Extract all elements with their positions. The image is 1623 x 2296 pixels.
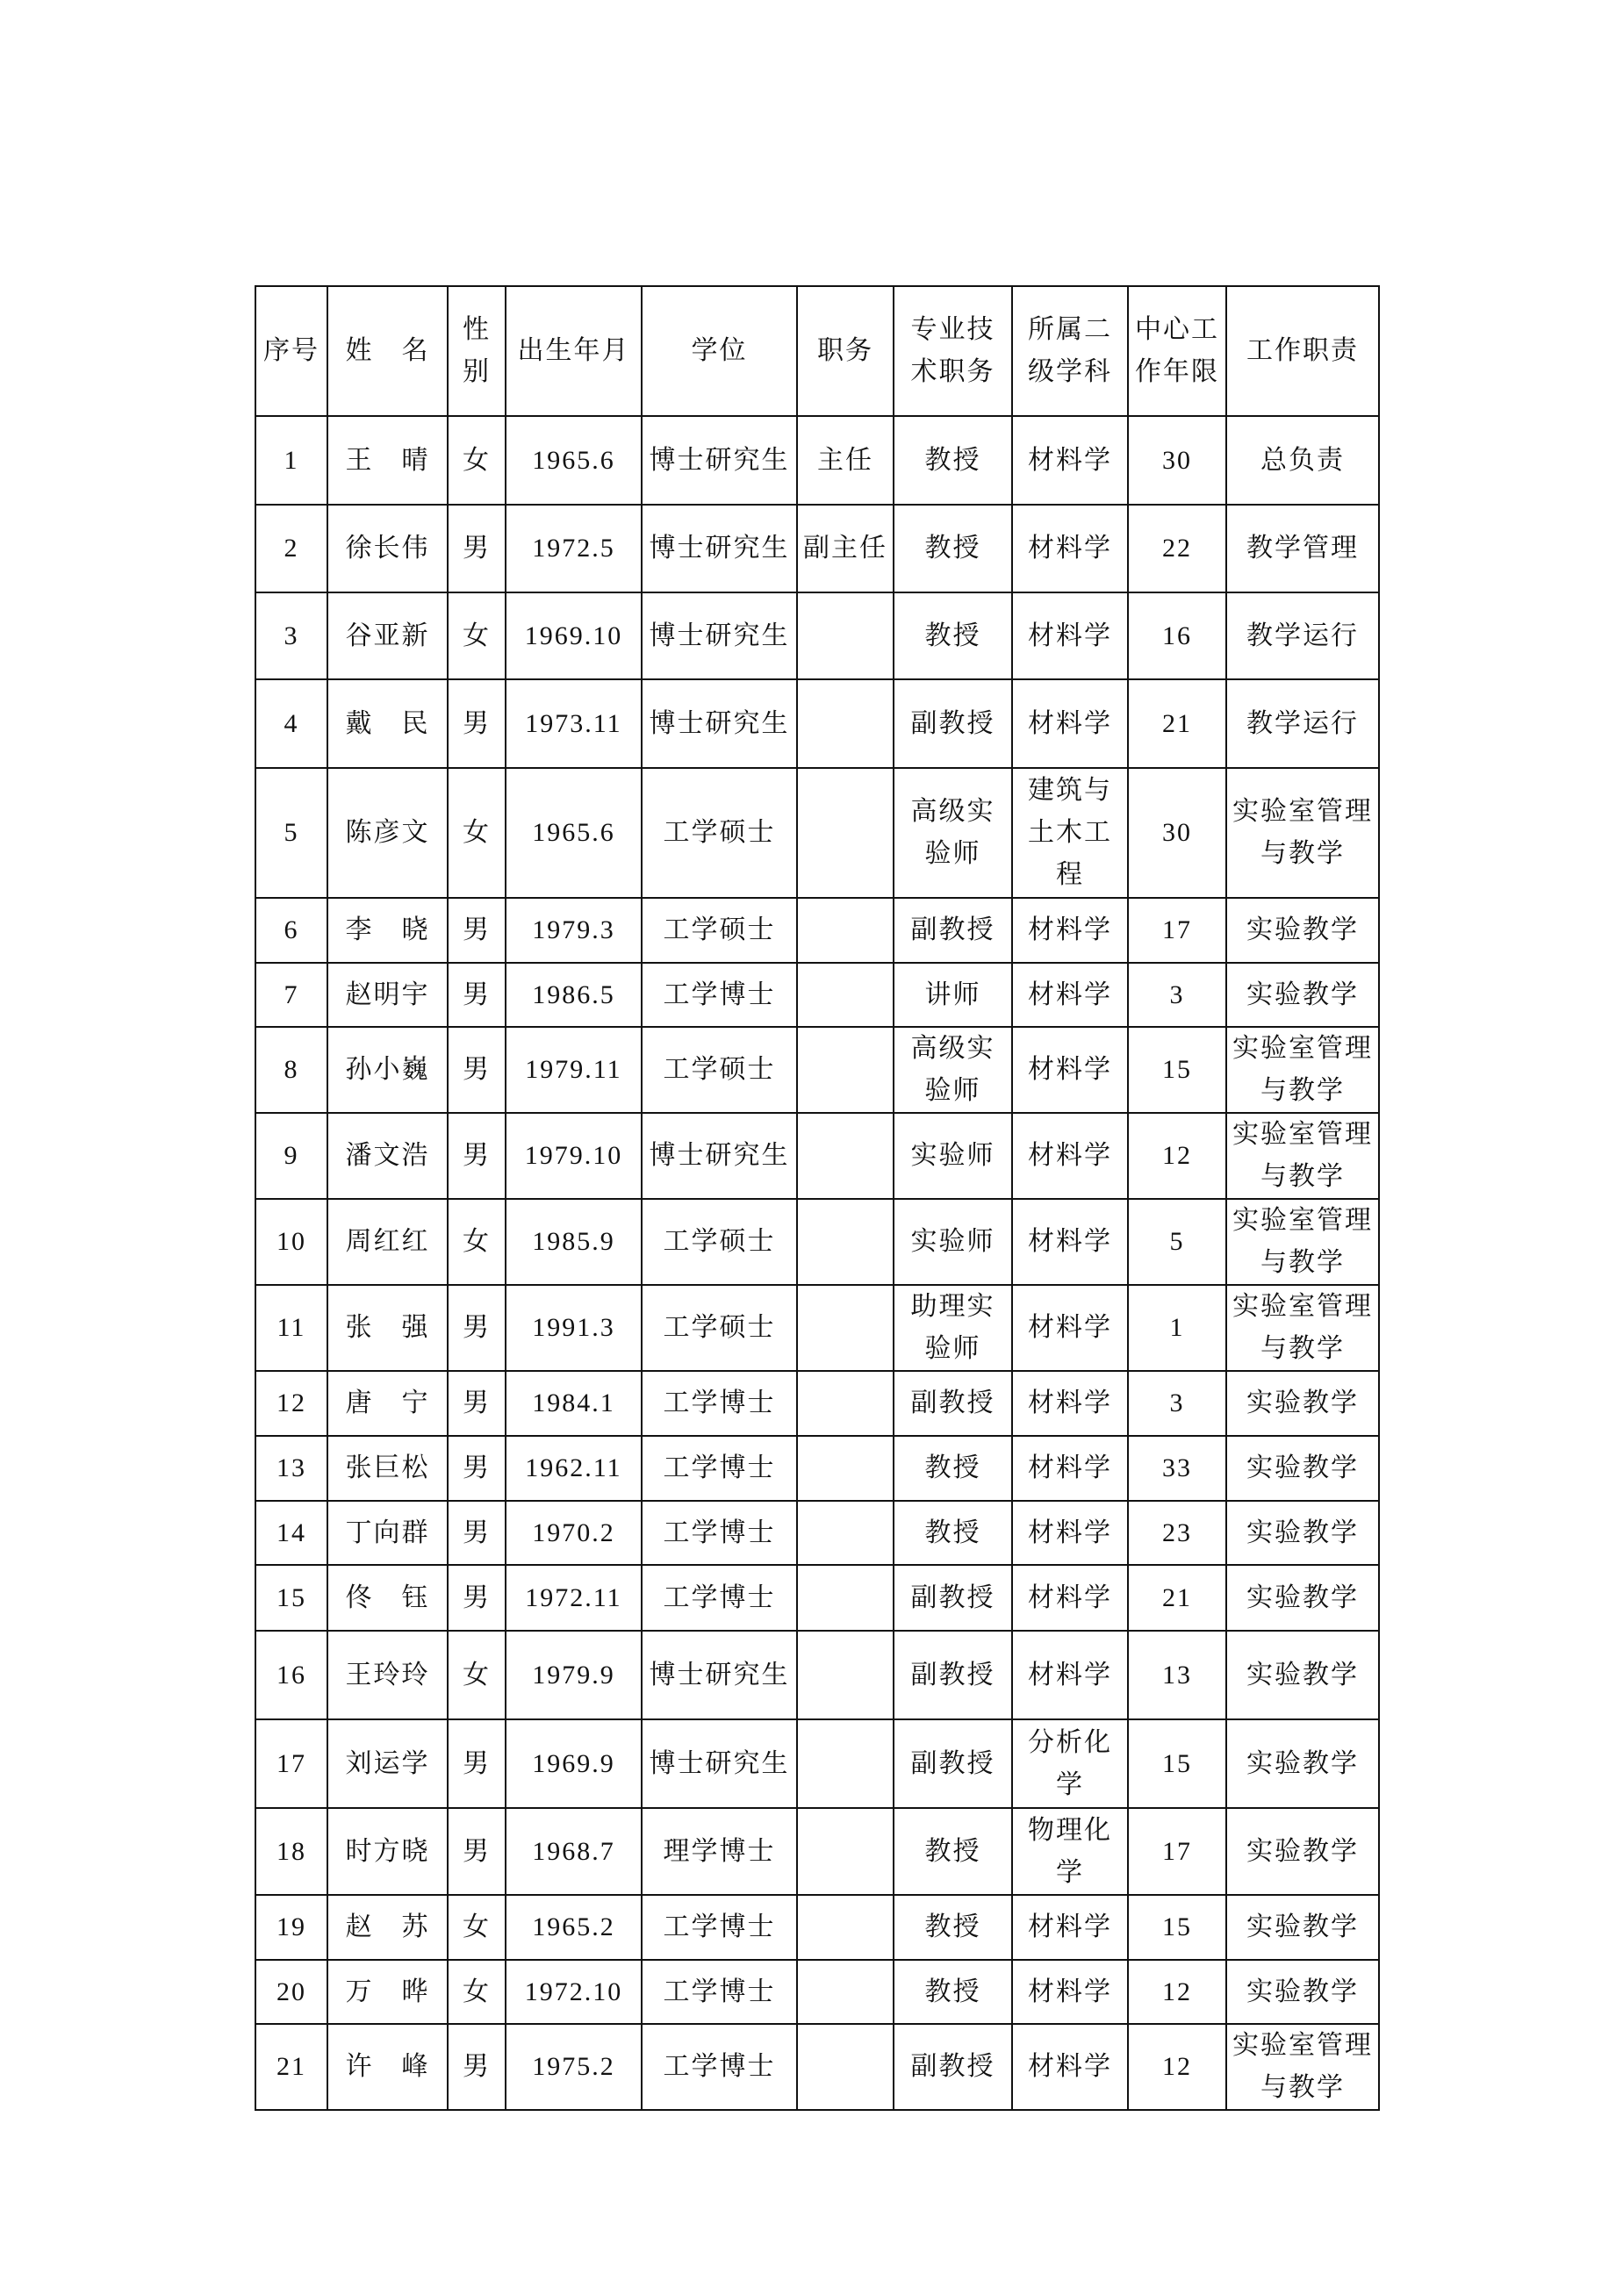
cell-discipline: 材料学: [1012, 1501, 1128, 1565]
header-birth: 出生年月: [506, 286, 642, 416]
cell-years: 12: [1128, 1960, 1226, 2024]
table-row: [255, 1565, 1379, 1631]
cell-years: 23: [1128, 1501, 1226, 1565]
cell-title: 副教授: [894, 1631, 1012, 1719]
header-duty: 工作职责: [1226, 286, 1379, 416]
cell-position: [797, 1199, 894, 1285]
cell-name: 谷亚新: [327, 592, 448, 679]
cell-years: 3: [1128, 963, 1226, 1027]
cell-discipline: 材料学: [1012, 1027, 1128, 1113]
cell-seq: 18: [255, 1808, 327, 1895]
cell-position: [797, 1371, 894, 1436]
cell-name: 徐长伟: [327, 505, 448, 592]
cell-discipline: 材料学: [1012, 963, 1128, 1027]
cell-discipline: 材料学: [1012, 1565, 1128, 1631]
cell-discipline: 材料学: [1012, 1631, 1128, 1719]
cell-years: 15: [1128, 1719, 1226, 1808]
cell-title: 讲师: [894, 963, 1012, 1027]
cell-position: [797, 1113, 894, 1199]
cell-gender: 女: [448, 1895, 506, 1960]
cell-title: 教授: [894, 505, 1012, 592]
cell-title: 副教授: [894, 1719, 1012, 1808]
cell-position: [797, 592, 894, 679]
cell-years: 30: [1128, 768, 1226, 898]
cell-title: 教授: [894, 1436, 1012, 1501]
cell-name: 许 峰: [327, 2024, 448, 2110]
cell-gender: 男: [448, 2024, 506, 2110]
table-row: [255, 1113, 1379, 1199]
cell-name: 佟 钰: [327, 1565, 448, 1631]
cell-position: [797, 1960, 894, 2024]
cell-degree: 博士研究生: [642, 505, 797, 592]
cell-degree: 博士研究生: [642, 1631, 797, 1719]
cell-degree: 工学博士: [642, 1565, 797, 1631]
cell-seq: 4: [255, 679, 327, 768]
cell-birth: 1965.6: [506, 416, 642, 505]
cell-discipline: 材料学: [1012, 1199, 1128, 1285]
cell-duty: 实验教学: [1226, 898, 1379, 963]
table-row: [255, 1808, 1379, 1895]
cell-name: 陈彦文: [327, 768, 448, 898]
cell-years: 12: [1128, 1113, 1226, 1199]
cell-title: 副教授: [894, 1565, 1012, 1631]
cell-seq: 12: [255, 1371, 327, 1436]
cell-seq: 2: [255, 505, 327, 592]
header-position: 职务: [797, 286, 894, 416]
cell-degree: 工学博士: [642, 1436, 797, 1501]
cell-birth: 1975.2: [506, 2024, 642, 2110]
cell-position: 副主任: [797, 505, 894, 592]
header-seq: 序号: [255, 286, 327, 416]
cell-gender: 男: [448, 1436, 506, 1501]
cell-birth: 1965.2: [506, 1895, 642, 1960]
cell-duty: 实验教学: [1226, 1436, 1379, 1501]
cell-seq: 8: [255, 1027, 327, 1113]
cell-position: [797, 1565, 894, 1631]
cell-years: 21: [1128, 679, 1226, 768]
table-row: [255, 2024, 1379, 2110]
cell-duty: 实验室管理与教学: [1226, 1285, 1379, 1371]
cell-name: 潘文浩: [327, 1113, 448, 1199]
cell-years: 15: [1128, 1895, 1226, 1960]
cell-gender: 男: [448, 1371, 506, 1436]
table-row: [255, 1895, 1379, 1960]
cell-degree: 工学博士: [642, 2024, 797, 2110]
cell-discipline: 分析化学: [1012, 1719, 1128, 1808]
cell-name: 时方晓: [327, 1808, 448, 1895]
header-title: 专业技术职务: [894, 286, 1012, 416]
cell-birth: 1979.10: [506, 1113, 642, 1199]
cell-seq: 7: [255, 963, 327, 1027]
table-row: [255, 1027, 1379, 1113]
cell-discipline: 材料学: [1012, 1113, 1128, 1199]
cell-birth: 1979.9: [506, 1631, 642, 1719]
cell-duty: 实验教学: [1226, 1808, 1379, 1895]
cell-position: [797, 1631, 894, 1719]
cell-name: 张巨松: [327, 1436, 448, 1501]
header-name: 姓 名: [327, 286, 448, 416]
cell-gender: 男: [448, 1027, 506, 1113]
header-degree: 学位: [642, 286, 797, 416]
header-row: [255, 286, 1379, 416]
cell-degree: 博士研究生: [642, 1113, 797, 1199]
staff-table: [255, 285, 1380, 2111]
cell-duty: 实验室管理与教学: [1226, 1027, 1379, 1113]
cell-degree: 博士研究生: [642, 416, 797, 505]
cell-degree: 工学博士: [642, 1960, 797, 2024]
cell-discipline: 物理化学: [1012, 1808, 1128, 1895]
cell-duty: 实验教学: [1226, 1895, 1379, 1960]
cell-years: 1: [1128, 1285, 1226, 1371]
cell-position: [797, 963, 894, 1027]
cell-position: [797, 1719, 894, 1808]
cell-years: 17: [1128, 898, 1226, 963]
cell-seq: 13: [255, 1436, 327, 1501]
cell-title: 教授: [894, 1960, 1012, 2024]
cell-title: 副教授: [894, 679, 1012, 768]
cell-birth: 1986.5: [506, 963, 642, 1027]
cell-name: 孙小巍: [327, 1027, 448, 1113]
cell-gender: 女: [448, 416, 506, 505]
cell-gender: 女: [448, 1631, 506, 1719]
cell-title: 教授: [894, 1808, 1012, 1895]
cell-name: 赵 苏: [327, 1895, 448, 1960]
cell-duty: 实验教学: [1226, 1565, 1379, 1631]
cell-discipline: 材料学: [1012, 2024, 1128, 2110]
cell-degree: 理学博士: [642, 1808, 797, 1895]
table-row: [255, 1285, 1379, 1371]
cell-years: 12: [1128, 2024, 1226, 2110]
cell-position: [797, 1285, 894, 1371]
cell-birth: 1979.11: [506, 1027, 642, 1113]
cell-birth: 1969.10: [506, 592, 642, 679]
cell-birth: 1965.6: [506, 768, 642, 898]
cell-degree: 工学硕士: [642, 768, 797, 898]
cell-duty: 实验室管理与教学: [1226, 768, 1379, 898]
table-row: [255, 416, 1379, 505]
cell-degree: 工学博士: [642, 1895, 797, 1960]
table-row: [255, 679, 1379, 768]
cell-birth: 1969.9: [506, 1719, 642, 1808]
cell-seq: 9: [255, 1113, 327, 1199]
cell-name: 张 强: [327, 1285, 448, 1371]
cell-name: 万 晔: [327, 1960, 448, 2024]
cell-discipline: 材料学: [1012, 1285, 1128, 1371]
cell-gender: 女: [448, 592, 506, 679]
cell-seq: 5: [255, 768, 327, 898]
cell-title: 助理实验师: [894, 1285, 1012, 1371]
cell-years: 33: [1128, 1436, 1226, 1501]
cell-birth: 1972.10: [506, 1960, 642, 2024]
cell-discipline: 材料学: [1012, 1960, 1128, 2024]
cell-gender: 男: [448, 1113, 506, 1199]
cell-title: 高级实验师: [894, 768, 1012, 898]
cell-discipline: 材料学: [1012, 1895, 1128, 1960]
cell-years: 21: [1128, 1565, 1226, 1631]
cell-discipline: 材料学: [1012, 505, 1128, 592]
cell-degree: 博士研究生: [642, 592, 797, 679]
header-years: 中心工作年限: [1128, 286, 1226, 416]
cell-degree: 工学博士: [642, 1501, 797, 1565]
cell-title: 副教授: [894, 2024, 1012, 2110]
cell-degree: 博士研究生: [642, 679, 797, 768]
cell-position: [797, 679, 894, 768]
cell-title: 实验师: [894, 1113, 1012, 1199]
cell-title: 教授: [894, 1895, 1012, 1960]
table-row: [255, 1371, 1379, 1436]
cell-position: [797, 1436, 894, 1501]
cell-name: 王玲玲: [327, 1631, 448, 1719]
cell-birth: 1962.11: [506, 1436, 642, 1501]
cell-name: 唐 宁: [327, 1371, 448, 1436]
cell-gender: 男: [448, 1285, 506, 1371]
cell-position: [797, 898, 894, 963]
header-gender: 性别: [448, 286, 506, 416]
cell-name: 王 晴: [327, 416, 448, 505]
cell-gender: 男: [448, 898, 506, 963]
cell-name: 李 晓: [327, 898, 448, 963]
cell-gender: 女: [448, 1960, 506, 2024]
cell-seq: 19: [255, 1895, 327, 1960]
cell-gender: 女: [448, 768, 506, 898]
cell-position: [797, 1895, 894, 1960]
cell-gender: 女: [448, 1199, 506, 1285]
table-row: [255, 1436, 1379, 1501]
cell-degree: 工学硕士: [642, 1199, 797, 1285]
cell-degree: 工学硕士: [642, 1285, 797, 1371]
table-row: [255, 1199, 1379, 1285]
cell-birth: 1970.2: [506, 1501, 642, 1565]
cell-gender: 男: [448, 963, 506, 1027]
cell-seq: 21: [255, 2024, 327, 2110]
cell-position: 主任: [797, 416, 894, 505]
table-row: [255, 505, 1379, 592]
cell-years: 17: [1128, 1808, 1226, 1895]
cell-birth: 1985.9: [506, 1199, 642, 1285]
cell-discipline: 材料学: [1012, 898, 1128, 963]
cell-position: [797, 1027, 894, 1113]
cell-duty: 实验教学: [1226, 1960, 1379, 2024]
cell-title: 副教授: [894, 1371, 1012, 1436]
cell-years: 5: [1128, 1199, 1226, 1285]
cell-gender: 男: [448, 679, 506, 768]
table-row: [255, 1719, 1379, 1808]
cell-birth: 1972.11: [506, 1565, 642, 1631]
table-row: [255, 898, 1379, 963]
cell-birth: 1973.11: [506, 679, 642, 768]
cell-degree: 博士研究生: [642, 1719, 797, 1808]
cell-duty: 实验室管理与教学: [1226, 1199, 1379, 1285]
cell-discipline: 材料学: [1012, 416, 1128, 505]
cell-duty: 实验教学: [1226, 1719, 1379, 1808]
cell-gender: 男: [448, 1808, 506, 1895]
cell-title: 教授: [894, 416, 1012, 505]
cell-duty: 实验教学: [1226, 1501, 1379, 1565]
cell-years: 30: [1128, 416, 1226, 505]
cell-name: 赵明宇: [327, 963, 448, 1027]
cell-position: [797, 2024, 894, 2110]
table-row: [255, 592, 1379, 679]
cell-name: 戴 民: [327, 679, 448, 768]
table-row: [255, 1631, 1379, 1719]
cell-duty: 实验室管理与教学: [1226, 1113, 1379, 1199]
cell-duty: 总负责: [1226, 416, 1379, 505]
cell-degree: 工学博士: [642, 963, 797, 1027]
cell-degree: 工学硕士: [642, 898, 797, 963]
cell-seq: 15: [255, 1565, 327, 1631]
cell-name: 周红红: [327, 1199, 448, 1285]
cell-title: 副教授: [894, 898, 1012, 963]
table-row: [255, 1960, 1379, 2024]
cell-gender: 男: [448, 1501, 506, 1565]
cell-duty: 实验教学: [1226, 1631, 1379, 1719]
cell-duty: 教学运行: [1226, 679, 1379, 768]
cell-position: [797, 1501, 894, 1565]
cell-title: 高级实验师: [894, 1027, 1012, 1113]
cell-title: 教授: [894, 1501, 1012, 1565]
cell-seq: 16: [255, 1631, 327, 1719]
cell-seq: 3: [255, 592, 327, 679]
cell-seq: 10: [255, 1199, 327, 1285]
cell-years: 16: [1128, 592, 1226, 679]
table-row: [255, 1501, 1379, 1565]
cell-title: 教授: [894, 592, 1012, 679]
cell-duty: 实验教学: [1226, 1371, 1379, 1436]
cell-seq: 17: [255, 1719, 327, 1808]
table-row: [255, 963, 1379, 1027]
cell-duty: 实验教学: [1226, 963, 1379, 1027]
cell-degree: 工学博士: [642, 1371, 797, 1436]
cell-position: [797, 768, 894, 898]
cell-degree: 工学硕士: [642, 1027, 797, 1113]
cell-years: 22: [1128, 505, 1226, 592]
cell-birth: 1984.1: [506, 1371, 642, 1436]
cell-title: 实验师: [894, 1199, 1012, 1285]
cell-discipline: 材料学: [1012, 1371, 1128, 1436]
cell-gender: 男: [448, 1565, 506, 1631]
cell-years: 15: [1128, 1027, 1226, 1113]
cell-duty: 教学运行: [1226, 592, 1379, 679]
header-discipline: 所属二级学科: [1012, 286, 1128, 416]
cell-seq: 14: [255, 1501, 327, 1565]
cell-gender: 男: [448, 505, 506, 592]
cell-discipline: 材料学: [1012, 679, 1128, 768]
cell-discipline: 材料学: [1012, 592, 1128, 679]
cell-seq: 20: [255, 1960, 327, 2024]
cell-position: [797, 1808, 894, 1895]
cell-discipline: 材料学: [1012, 1436, 1128, 1501]
table-row: [255, 768, 1379, 898]
cell-seq: 1: [255, 416, 327, 505]
cell-name: 刘运学: [327, 1719, 448, 1808]
cell-years: 3: [1128, 1371, 1226, 1436]
cell-years: 13: [1128, 1631, 1226, 1719]
cell-discipline: 建筑与土木工程: [1012, 768, 1128, 898]
cell-birth: 1979.3: [506, 898, 642, 963]
cell-duty: 实验室管理与教学: [1226, 2024, 1379, 2110]
cell-duty: 教学管理: [1226, 505, 1379, 592]
cell-name: 丁向群: [327, 1501, 448, 1565]
cell-birth: 1991.3: [506, 1285, 642, 1371]
cell-seq: 11: [255, 1285, 327, 1371]
cell-gender: 男: [448, 1719, 506, 1808]
cell-birth: 1972.5: [506, 505, 642, 592]
cell-seq: 6: [255, 898, 327, 963]
cell-birth: 1968.7: [506, 1808, 642, 1895]
